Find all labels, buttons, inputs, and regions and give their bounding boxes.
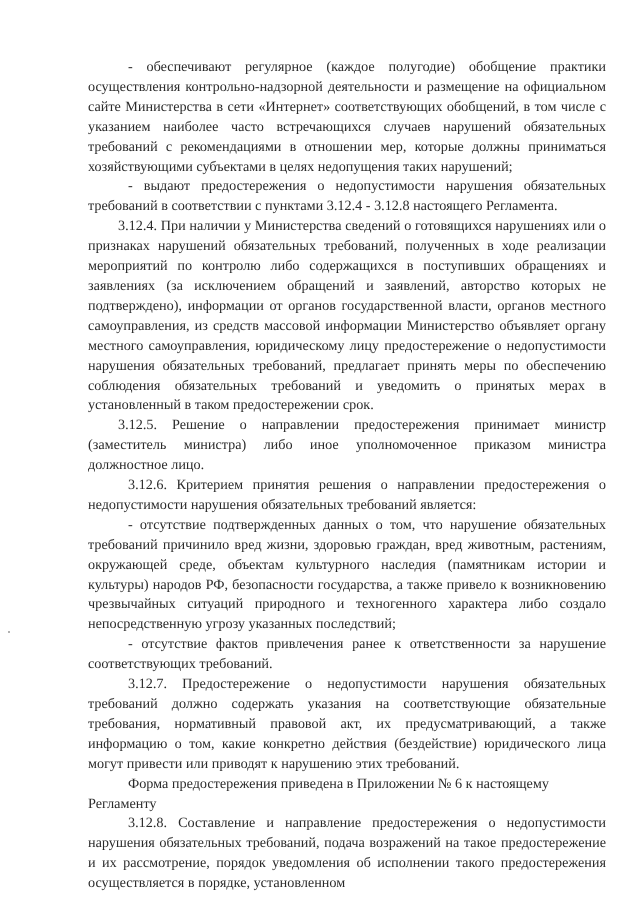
paragraph-3-12-6: 3.12.6. Критерием принятия решения о направлении предостережения о недопустимости нарушения обязательных требований является: — [88, 477, 606, 513]
scan-artifact-dot — [8, 631, 10, 633]
paragraph-bullet-generalization: - обеспечивают регулярное (каждое полугодие) обобщение практики осуществления контрольно-надзорной деятельности и размещение на официальном сайте Министерства в сети «Интернет» соответствующих обобщений, в том числе с указанием наиболее часто встречающихся случаев нарушений обязательных требований с рекомендациями в отношении мер, которые должны приниматься хозяйствующими субъектами в целях недопущения таких нарушений; — [88, 59, 606, 175]
paragraph-criterion-no-harm: - отсутствие подтвержденных данных о том, что нарушение обязательных требований причинило вред жизни, здоровью граждан, вред животным, растениям, окружающей среде, объектам культурного наследия (памятникам истории и культуры) народов РФ, безопасности государства, а также привело к возникновению чрезвычайных ситуаций природного и техногенного характера либо создало непосредственную угрозу указанных последствий; — [88, 516, 606, 633]
paragraph-3-12-4: 3.12.4. При наличии у Министерства сведений о готовящихся нарушениях или о признаках нарушений обязательных требований, полученных в ходе реализации мероприятий по контролю либо содержащихся в поступивших обращениях и заявлениях (за исключением обращений и заявлений, авторство которых не подтверждено), информации от органов государственной власти, органов местного самоуправления, из средств массовой информации Министерство объявляет органу местного самоуправления, юридическому лицу предостережение о недопустимости нарушения обязательных требований, предлагает принять меры по обеспечению соблюдения обязательных требований и уведомить о принятых мерах в установленный в таком предостережении срок. — [88, 218, 606, 414]
document-page — [88, 58, 606, 894]
paragraph-3-12-5: 3.12.5. Решение о направлении предостережения принимает министр (заместитель министра) либо иное уполномоченное приказом министра должностное лицо. — [88, 417, 606, 474]
paragraph-criterion-no-liability: - отсутствие фактов привлечения ранее к ответственности за нарушение соответствующих требований. — [88, 636, 606, 673]
paragraph-3-12-8: 3.12.8. Составление и направление предостережения о недопустимости нарушения обязательных требований, подача возражений на такое предостережение и их рассмотрение, порядок уведомления об исполнении такого предостережения осуществляется в порядке, установленном — [88, 815, 606, 892]
paragraph-3-12-7: 3.12.7. Предостережение о недопустимости нарушения обязательных требований должно содержать указания на соответствующие обязательные требования, нормативный правовой акт, их предусматривающий, а также информацию о том, какие конкретно действия (бездействие) юридического лица могут привести или приводят к нарушению этих требований. — [88, 676, 606, 772]
paragraph-bullet-warnings: - выдают предостережения о недопустимости нарушения обязательных требований в соответствии с пунктами 3.12.4 - 3.12.8 настоящего Регламента. — [88, 178, 606, 215]
paragraph-form-reference: Форма предостережения приведена в Приложении № 6 к настоящему Регламенту — [88, 775, 549, 812]
